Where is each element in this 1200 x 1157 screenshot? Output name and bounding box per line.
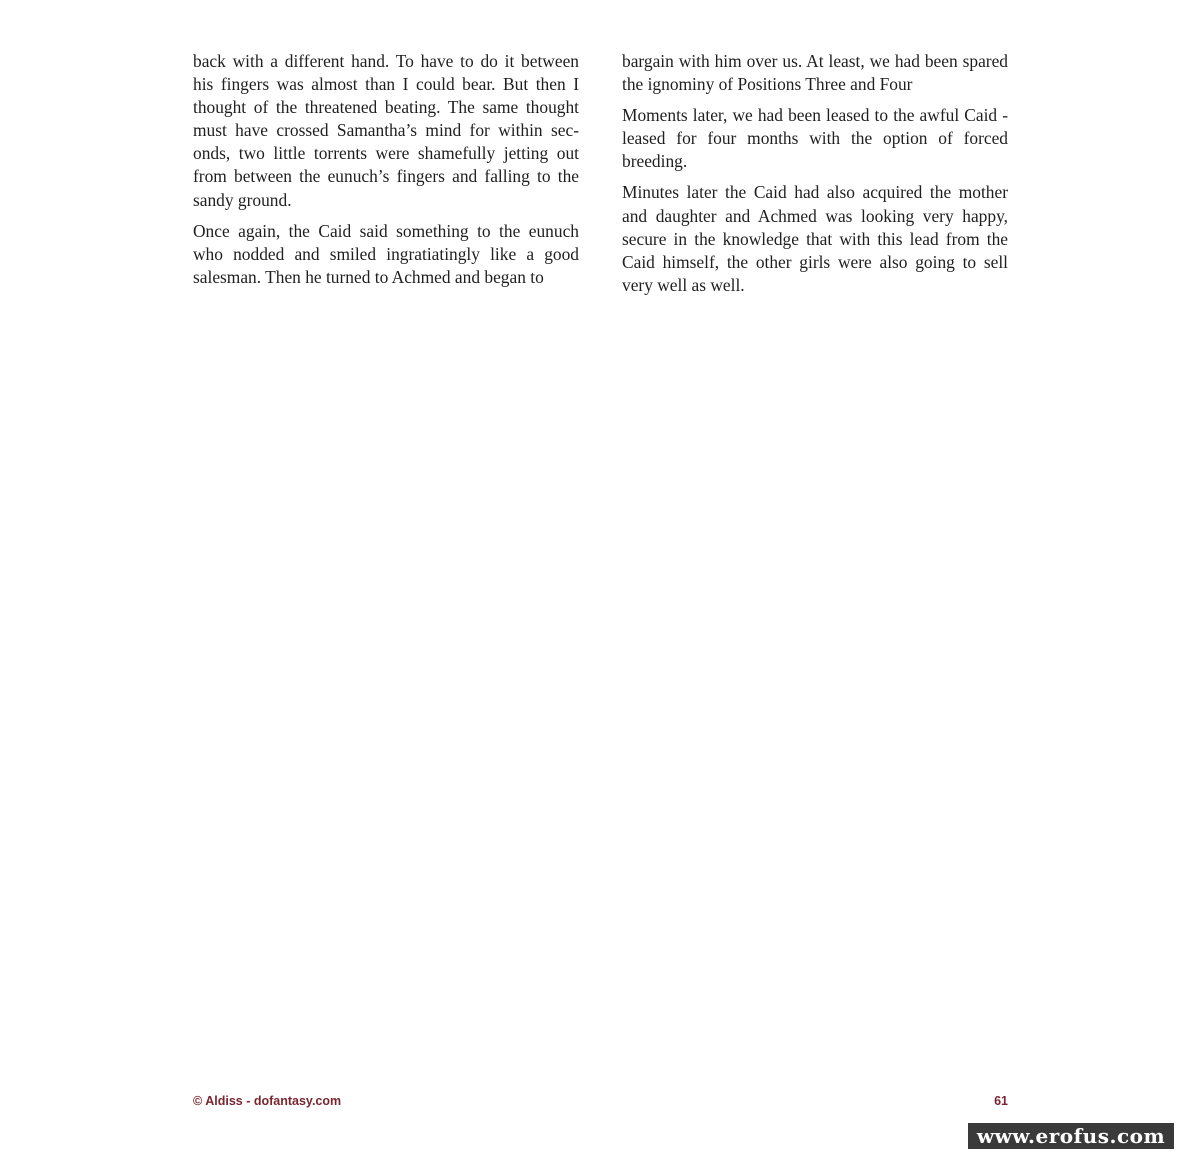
footer-copyright: © Aldiss - dofantasy.com <box>193 1094 342 1108</box>
watermark: www.erofus.com <box>968 1123 1174 1149</box>
paragraph: Minutes later the Caid had also acquired the mother and daughter and Achmed was looking very happy, secure in the knowledge that with this lead from the Caid himself, the other girls were also going to sell very well as well. <box>622 182 1008 295</box>
right-text-column <box>622 50 1008 305</box>
paragraph: Moments later, we had been leased to the awful Caid - leased for four months with the option of forced breeding. <box>622 105 1008 172</box>
paragraph: Once again, the Caid said something to the eunuch who nodded and smiled ingratiatingly like a good salesman. Then he turned to Achmed and began to <box>193 220 579 287</box>
paragraph: bargain with him over us. At least, we had been spared the ignominy of Positions Three and Four <box>622 51 1008 95</box>
left-text-column <box>193 50 579 297</box>
page-number: 61 <box>994 1094 1008 1108</box>
paragraph: back with a different hand. To have to do it between his fingers was almost than I could bear. But then I thought of the threatened beating. The same thought must have crossed Samantha’s mind for within sec-onds, two little torrents were shamefully jetting out from between the eunuch’s fingers and falling to the sandy ground. <box>193 51 579 210</box>
